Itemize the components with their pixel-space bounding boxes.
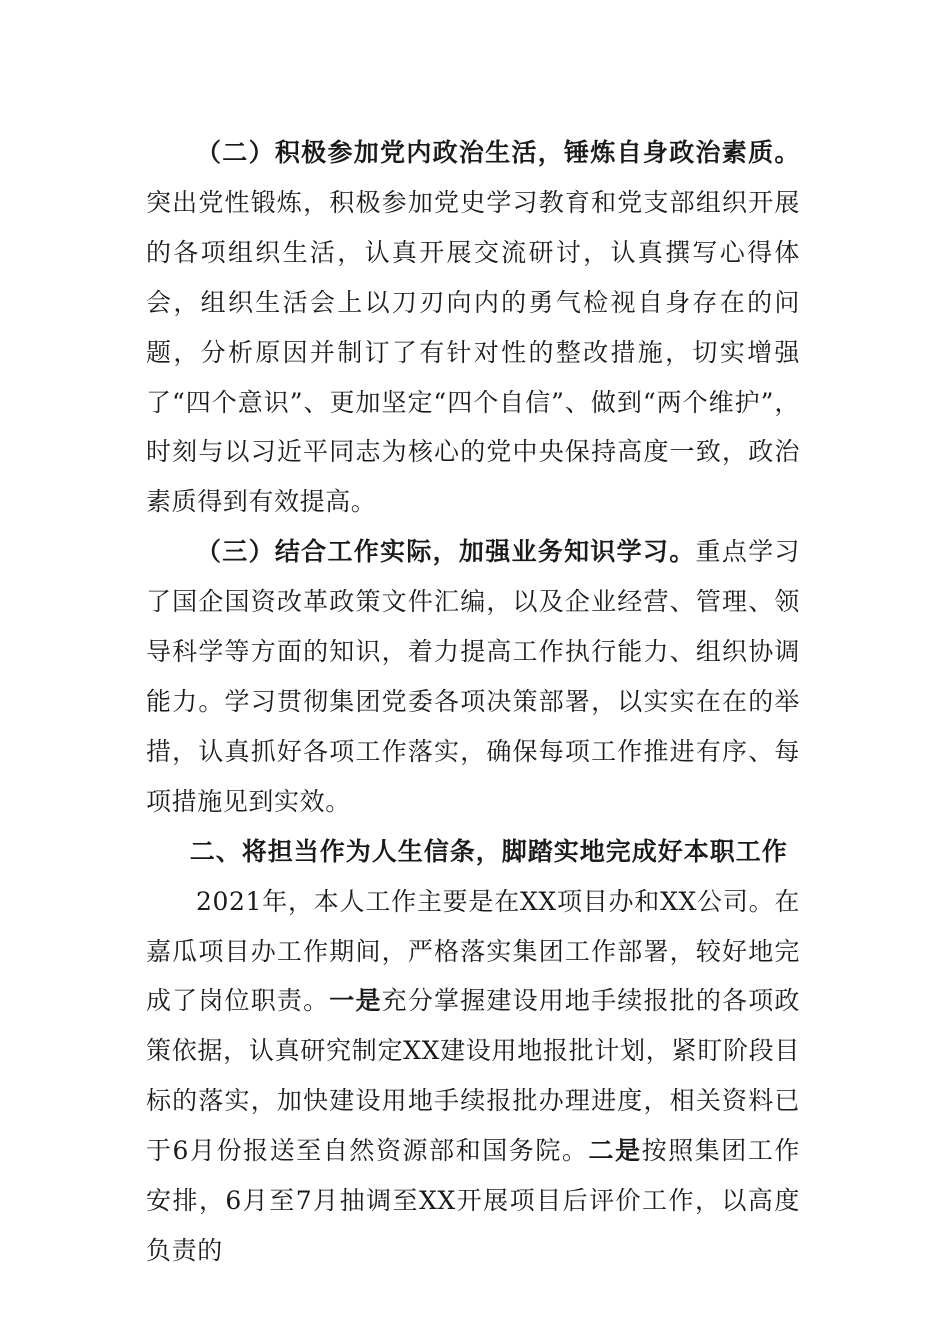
section-3-body: 重点学习了国企国资改革政策文件汇编，以及企业经营、管理、领导科学等方面的知识，着力提高工作执行能力、组织协调能力。学习贯彻集团党委各项决策部署，以实实在在的举措，认真抓好各项工作落实，确保每项工作推进有序、每项措施见到实效。 (146, 537, 801, 816)
first-point-label: 一是 (329, 986, 382, 1016)
second-point-label: 二是 (588, 1136, 642, 1166)
part-2-heading: 二、将担当作为人生信条，脚踏实地完成好本职工作 (189, 836, 788, 866)
section-3-heading: （三）结合工作实际，加强业务知识学习。 (196, 537, 696, 567)
second-point-body: 按照集团工作安排，6月至7月抽调至XX开展项目后评价工作，以高度负责的 (146, 1136, 801, 1265)
part-2-intro: 2021年，本人工作主要是在XX项目办和XX公司。在嘉瓜项目办工作期间，严格落实集团工作部署，较好地完成了岗位职责。 (146, 886, 800, 1016)
paragraph-part-2 (146, 877, 800, 1276)
first-point-body: 充分掌握建设用地手续报批的各项政策依据，认真研究制定XX建设用地报批计划，紧盯阶段目标的落实，加快建设用地手续报批办理进度，相关资料已于6月份报送至自然资源部和国务院。 (146, 986, 800, 1166)
section-2-body: 突出党性锻炼，积极参加党史学习教育和党支部组织开展的各项组织生活，认真开展交流研讨，认真撰写心得体会，组织生活会上以刀刃向内的勇气检视自身存在的问题，分析原因并制订了有针对性的整改措施，切实增强了“四个意识”、更加坚定“四个自信”、做到“两个维护”，时刻与以习近平同志为核心的党中央保持高度一致，政治素质得到有效提高。 (146, 187, 800, 517)
paragraph-section-3 (146, 527, 800, 826)
paragraph-section-2 (146, 128, 800, 527)
document-body (146, 128, 800, 1276)
section-2-heading: （二）积极参加党内政治生活，锤炼自身政治素质。 (196, 138, 800, 167)
